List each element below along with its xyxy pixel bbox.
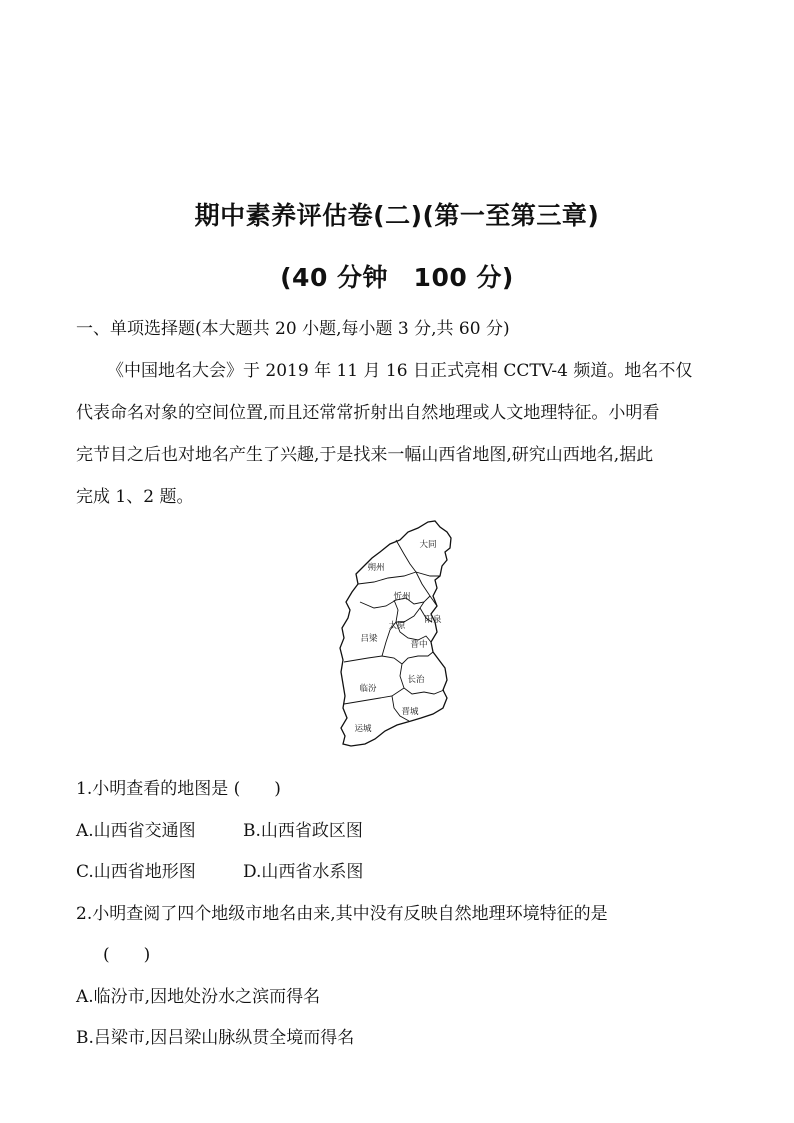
passage-line: 完成 1、2 题。: [76, 487, 194, 507]
passage-line: 代表命名对象的空间位置,而且还常常折射出自然地理或人文地理特征。小明看: [76, 403, 660, 423]
map-label-datong: 大同: [419, 540, 437, 550]
shanxi-province-map: [334, 518, 460, 752]
province-outline: [340, 521, 451, 746]
map-label-xinzhou: 忻州: [393, 592, 411, 602]
question-1-option-d: D.山西省水系图: [243, 862, 364, 882]
question-2-stem: 2.小明查阅了四个地级市地名由来,其中没有反映自然地理环境特征的是: [76, 904, 608, 924]
section-heading: 一、单项选择题(本大题共 20 小题,每小题 3 分,共 60 分): [76, 319, 510, 339]
map-label-linfen: 临汾: [359, 684, 377, 694]
passage-line: 《中国地名大会》于 2019 年 11 月 16 日正式亮相 CCTV-4 频道。地名不仅: [107, 361, 693, 381]
map-label-shuozhou: 朔州: [367, 563, 385, 573]
map-label-jinzhong: 晋中: [410, 640, 428, 650]
map-label-yangquan: 阳泉: [424, 615, 442, 625]
page-title: 期中素养评估卷(二)(第一至第三章): [194, 201, 600, 230]
map-label-lvliang: 吕梁: [360, 634, 378, 644]
map-label-yuncheng: 运城: [354, 724, 372, 734]
question-2-option-a: A.临汾市,因地处汾水之滨而得名: [76, 987, 321, 1007]
question-2-option-b: B.吕梁市,因吕梁山脉纵贯全境而得名: [76, 1028, 355, 1048]
map-label-changzhi: 长治: [407, 675, 425, 685]
question-1-option-a: A.山西省交通图: [76, 821, 196, 841]
question-1-option-b: B.山西省政区图: [243, 821, 363, 841]
question-1-stem: 1.小明查看的地图是 ( ): [76, 779, 281, 799]
map-label-jincheng: 晋城: [401, 707, 419, 717]
question-2-answer-paren: ( ): [103, 945, 151, 965]
exam-duration-score: (40 分钟 100 分): [280, 263, 514, 292]
map-label-taiyuan: 太原: [388, 621, 406, 631]
passage-line: 完节目之后也对地名产生了兴趣,于是找来一幅山西省地图,研究山西地名,据此: [76, 445, 654, 465]
question-1-option-c: C.山西省地形图: [76, 862, 196, 882]
